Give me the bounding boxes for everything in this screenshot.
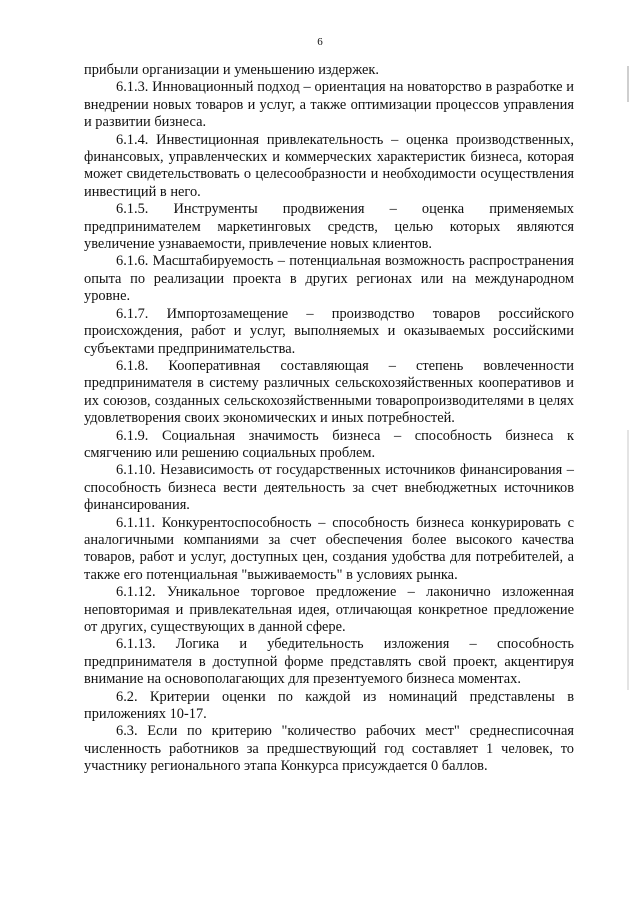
paragraph-6-1-12: 6.1.12. Уникальное торговое предложение – лаконично изложенная неповторимая и привлекательная идея, отличающая конкретное предложение от других, существующих в данной сфере. [84,584,574,635]
paragraph-6-1-7: 6.1.7. Импортозамещение – производство товаров российского происхождения, работ и услуг, выполняемых и оказываемых российскими субъектами предпринимательства. [84,305,574,357]
scan-edge-mark [627,430,629,690]
paragraph-6-1-9: 6.1.9. Социальная значимость бизнеса – способность бизнеса к смягчению или решению социальных проблем. [84,427,574,461]
page-number: 6 [317,36,323,48]
document-body [84,62,574,776]
paragraph-6-1-11: 6.1.11. Конкурентоспособность – способность бизнеса конкурировать с аналогичными компаниями за счет обеспечения более высокого качества товаров, работ и услуг, доступных цен, создания удобства для потребителей, а также его потенциальная "выживаемость" в условиях рынка. [84,514,574,583]
paragraph-continuation: прибыли организации и уменьшению издержек. [84,62,379,78]
paragraph-6-3: 6.3. Если по критерию "количество рабочих мест" среднесписочная численность работников за предшествующий год составляет 1 человек, то участнику регионального этапа Конкурса присуждается 0 баллов. [84,723,574,775]
paragraph-6-1-6: 6.1.6. Масштабируемость – потенциальная возможность распространения опыта по реализации проекта в других регионах или на международном уровне. [84,253,574,305]
paragraph-6-1-10: 6.1.10. Независимость от государственных источников финансирования – способность бизнеса вести деятельность за счет внебюджетных источников финансирования. [84,462,574,514]
paragraph-6-1-8: 6.1.8. Кооперативная составляющая – степень вовлеченности предпринимателя в систему различных сельскохозяйственных кооперативов и их союзов, созданных сельскохозяйственными товаропроизводителями в целях удовлетворения своих экономических и иных потребностей. [84,357,574,427]
paragraph-6-1-5: 6.1.5. Инструменты продвижения – оценка применяемых предпринимателем маркетинговых средств, целью которых являются увеличение узнаваемости, привлечение новых клиентов. [84,201,574,253]
paragraph-6-2: 6.2. Критерии оценки по каждой из номинаций представлены в приложениях 10-17. [84,688,574,723]
paragraph-6-1-13: 6.1.13. Логика и убедительность изложения – способность предпринимателя в доступной форме представлять свой проект, акцентируя внимание на основополагающих для презентуемого бизнеса моментах. [84,636,574,688]
paragraph-6-1-3: 6.1.3. Инновационный подход – ориентация на новаторство в разработке и внедрении новых товаров и услуг, а также оптимизации процессов управления и развитии бизнеса. [84,79,574,131]
scan-edge-mark [627,66,629,102]
paragraph-6-1-4: 6.1.4. Инвестиционная привлекательность – оценка производственных, финансовых, управленческих и коммерческих характеристик бизнеса, которая может свидетельствовать о целесообразности и необходимости осуществления инвестиций в него. [84,131,574,200]
